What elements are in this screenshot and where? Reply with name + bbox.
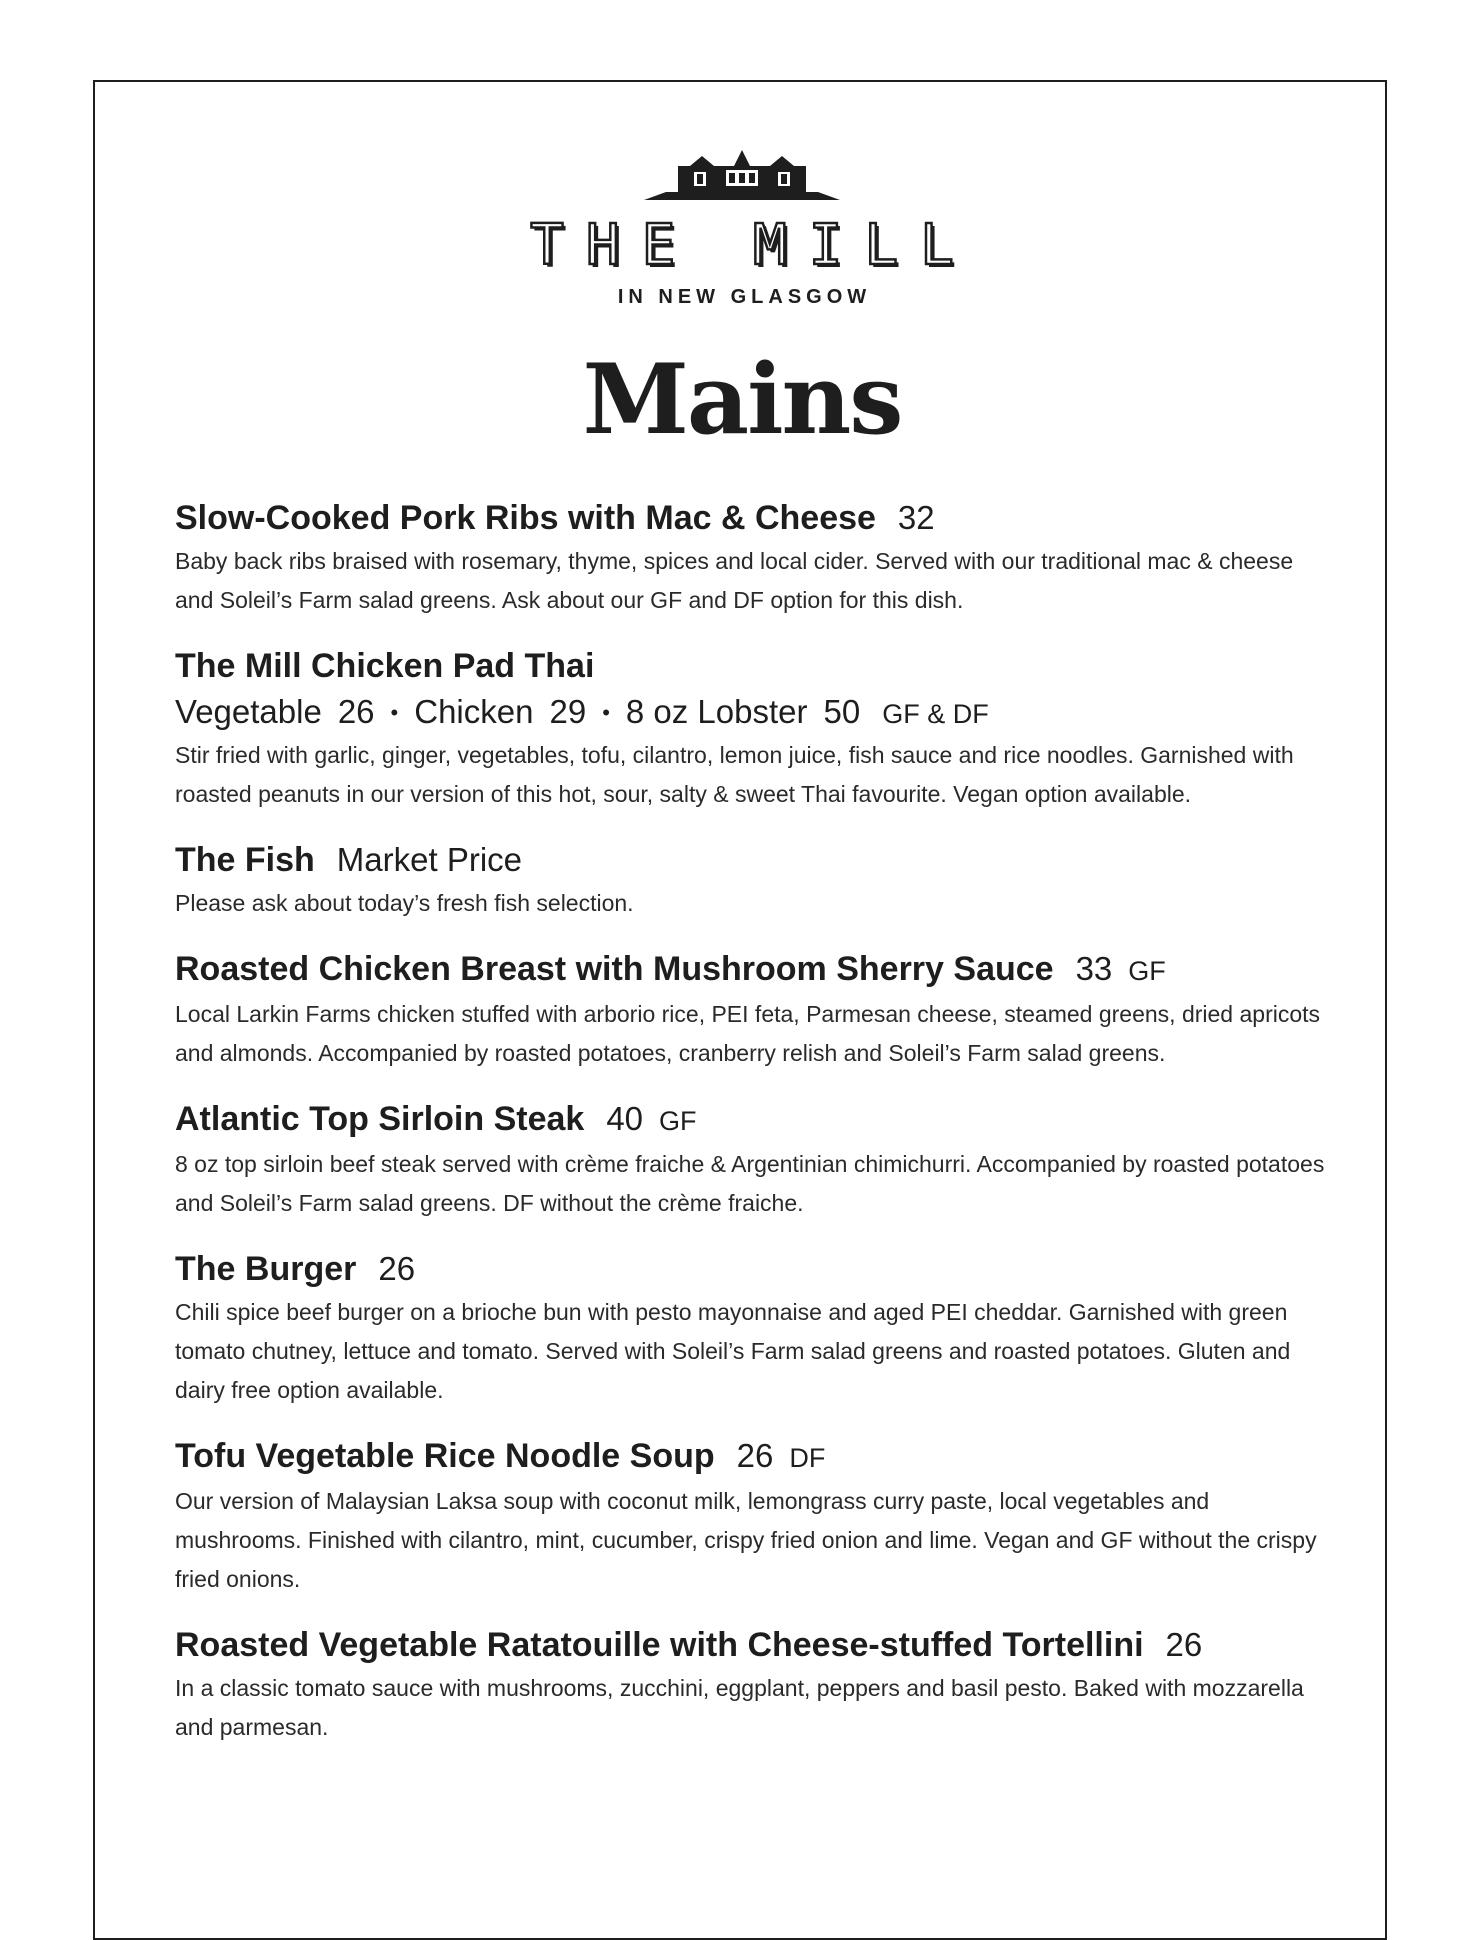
item-description: Stir fried with garlic, ginger, vegetables, tofu, cilantro, lemon juice, fish sauce and rice noodles. Garnished with roasted peanuts in our version of this hot, sour, salty & sweet Thai favourite. Vegan option available. <box>175 742 1294 807</box>
item-header <box>175 1432 1325 1482</box>
item-description: Please ask about today’s fresh fish selection. <box>175 890 634 916</box>
item-header <box>175 1245 1325 1293</box>
menu-item <box>175 1095 1325 1223</box>
item-description: Baby back ribs braised with rosemary, thyme, spices and local cider. Served with our traditional mac & cheese and Soleil’s Farm salad greens. Ask about our GF and DF option for this dish. <box>175 548 1294 613</box>
menu-list <box>175 494 1325 1769</box>
diet-tag: GF <box>1128 956 1166 986</box>
item-description: Our version of Malaysian Laksa soup with coconut milk, lemongrass curry paste, local vegetables and mushrooms. Finished with cilantro, mint, cucumber, crispy fried onion and lime. Vegan and GF without the crispy fried onions. <box>175 1488 1317 1592</box>
diet-tag: GF & DF <box>882 699 989 729</box>
item-name: Roasted Vegetable Ratatouille with Cheese-stuffed Tortellini <box>175 1626 1144 1664</box>
item-description: Chili spice beef burger on a brioche bun with pesto mayonnaise and aged PEI cheddar. Garnished with green tomato chutney, lettuce and tomato. Served with Soleil’s Farm salad greens and roasted potatoes. Gluten and dairy free option available. <box>175 1299 1291 1403</box>
variant-label: 8 oz Lobster <box>625 693 808 730</box>
item-header <box>175 1095 1325 1145</box>
item-price: 26 <box>378 1250 416 1287</box>
item-name: The Mill Chicken Pad Thai <box>175 647 595 685</box>
menu-item <box>175 494 1325 620</box>
menu-item <box>175 836 1325 923</box>
variant-label: Vegetable <box>175 693 322 730</box>
item-name: The Fish <box>175 841 315 879</box>
item-header <box>175 494 1325 542</box>
item-description: Local Larkin Farms chicken stuffed with arborio rice, PEI feta, Parmesan cheese, steamed greens, dried apricots and almonds. Accompanied by roasted potatoes, cranberry relish and Soleil’s Farm salad greens. <box>175 1001 1321 1066</box>
item-name: Atlantic Top Sirloin Steak <box>175 1100 585 1138</box>
item-header <box>175 1621 1325 1669</box>
item-description: 8 oz top sirloin beef steak served with crème fraiche & Argentinian chimichurri. Accompanied by roasted potatoes and Soleil’s Farm salad greens. DF without the crème fraiche. <box>175 1151 1325 1216</box>
item-price: 32 <box>897 499 935 536</box>
item-price: 40 <box>606 1100 644 1137</box>
item-description: In a classic tomato sauce with mushrooms, zucchini, eggplant, peppers and basil pesto. Baked with mozzarella and parmesan. <box>175 1675 1304 1740</box>
separator-dot: • <box>390 700 399 725</box>
item-price: 26 <box>736 1437 774 1474</box>
menu-item <box>175 642 1325 814</box>
item-name: The Burger <box>175 1250 357 1288</box>
item-header <box>175 836 1325 884</box>
mill-building-icon <box>642 148 842 204</box>
item-name: Slow-Cooked Pork Ribs with Mac & Cheese <box>175 499 876 537</box>
menu-item <box>175 1245 1325 1410</box>
diet-tag: GF <box>659 1106 697 1136</box>
item-name: Roasted Chicken Breast with Mushroom Sherry Sauce <box>175 950 1054 988</box>
item-price: Market Price <box>336 841 523 878</box>
item-header <box>175 945 1325 995</box>
item-header <box>175 642 1325 690</box>
diet-tag: DF <box>789 1443 826 1473</box>
menu-item <box>175 1432 1325 1599</box>
menu-item <box>175 1621 1325 1747</box>
section-title: Mains <box>582 343 902 456</box>
item-variants <box>175 690 1325 736</box>
variant-price: 29 <box>549 693 587 730</box>
variant-label: Chicken <box>414 693 534 730</box>
item-name: Tofu Vegetable Rice Noodle Soup <box>175 1437 715 1475</box>
brand-name: THE MILL <box>530 213 976 278</box>
variant-price: 26 <box>337 693 375 730</box>
menu-item <box>175 945 1325 1073</box>
brand-subtitle: IN NEW GLASGOW <box>617 286 872 308</box>
restaurant-logo <box>0 148 1484 309</box>
item-price: 26 <box>1165 1626 1203 1663</box>
variant-price: 50 <box>823 693 861 730</box>
item-price: 33 <box>1075 950 1113 987</box>
separator-dot: • <box>602 700 610 725</box>
